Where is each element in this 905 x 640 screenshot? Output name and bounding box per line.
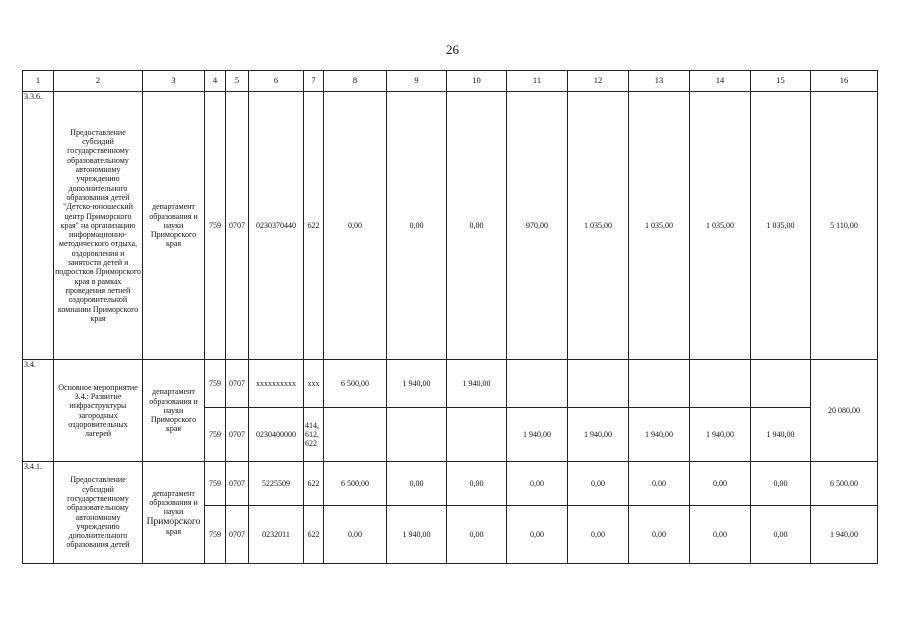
table-row bbox=[23, 462, 878, 506]
total-cell: 5 110,00 bbox=[811, 92, 878, 360]
budget-table bbox=[22, 70, 878, 564]
executor: департамент образования и науки Приморского края bbox=[143, 92, 205, 360]
value-cell: 0,00 bbox=[568, 462, 629, 506]
value-cell: 1 035,00 bbox=[751, 92, 811, 360]
row-number: 3.3.6. bbox=[23, 92, 54, 360]
value-cell: 0,00 bbox=[568, 506, 629, 564]
col-header: 5 bbox=[226, 71, 249, 92]
value-cell: 0,00 bbox=[387, 462, 447, 506]
code-section: 0707 bbox=[226, 462, 249, 506]
value-cell bbox=[507, 360, 568, 408]
code-section: 0707 bbox=[226, 360, 249, 408]
code-expense: 622 bbox=[304, 92, 324, 360]
value-cell: 0,00 bbox=[751, 506, 811, 564]
code-expense: 414, 612, 622 bbox=[304, 408, 324, 462]
value-cell: 1 035,00 bbox=[568, 92, 629, 360]
value-cell: 0,00 bbox=[447, 462, 507, 506]
col-header: 12 bbox=[568, 71, 629, 92]
measure-name: Предоставление субсидий государственному образовательному автономному учреждению дополнительного образования детей bbox=[54, 462, 143, 564]
value-cell: 1 940,00 bbox=[568, 408, 629, 462]
col-header: 16 bbox=[811, 71, 878, 92]
value-cell: 6 500,00 bbox=[324, 360, 387, 408]
row-number: 3.4.1. bbox=[23, 462, 54, 564]
executor bbox=[143, 462, 205, 564]
value-cell: 0,00 bbox=[629, 462, 690, 506]
value-cell bbox=[324, 408, 387, 462]
header-row bbox=[23, 71, 878, 92]
total-cell: 20 080,00 bbox=[811, 360, 878, 462]
value-cell: 1 940,00 bbox=[629, 408, 690, 462]
executor-line: Приморского bbox=[146, 516, 201, 527]
code-expense: xxx bbox=[304, 360, 324, 408]
code-target: 0232011 bbox=[249, 506, 304, 564]
col-header: 13 bbox=[629, 71, 690, 92]
value-cell: 0,00 bbox=[324, 506, 387, 564]
table-row bbox=[23, 92, 878, 360]
value-cell: 1 035,00 bbox=[690, 92, 751, 360]
measure-name: Основное мероприятие 3.4.: Развитие инфраструктуры загородных оздоровительных лагерей bbox=[54, 360, 143, 462]
value-cell: 1 940,00 bbox=[690, 408, 751, 462]
value-cell bbox=[387, 408, 447, 462]
value-cell: 970,00 bbox=[507, 92, 568, 360]
value-cell: 0,00 bbox=[507, 506, 568, 564]
code-target: 0230400000 bbox=[249, 408, 304, 462]
value-cell bbox=[751, 360, 811, 408]
value-cell: 0,00 bbox=[387, 92, 447, 360]
value-cell: 0,00 bbox=[629, 506, 690, 564]
col-header: 10 bbox=[447, 71, 507, 92]
value-cell: 6 500,00 bbox=[324, 462, 387, 506]
executor-line: края bbox=[165, 526, 182, 536]
col-header: 9 bbox=[387, 71, 447, 92]
value-cell: 1 940,00 bbox=[507, 408, 568, 462]
row-number: 3.4. bbox=[23, 360, 54, 462]
col-header: 11 bbox=[507, 71, 568, 92]
code-section: 0707 bbox=[226, 506, 249, 564]
col-header: 4 bbox=[205, 71, 226, 92]
code-target: xxxxxxxxxx bbox=[249, 360, 304, 408]
table-row bbox=[23, 360, 878, 408]
measure-name: Предоставление субсидий государственному образовательному автономному учреждению дополнительного образования детей "Детско-юношеский центр Приморского края" на организацию информационно-методического отдыха, оздоровления и занятости детей и подростков Приморского края в рамках проведения летней оздоровительной компании Приморского края bbox=[54, 92, 143, 360]
value-cell: 1 940,00 bbox=[447, 360, 507, 408]
value-cell: 0,00 bbox=[751, 462, 811, 506]
value-cell bbox=[568, 360, 629, 408]
col-header: 3 bbox=[143, 71, 205, 92]
code-section: 0707 bbox=[226, 408, 249, 462]
value-cell: 1 940,00 bbox=[751, 408, 811, 462]
value-cell: 1 940,00 bbox=[387, 360, 447, 408]
value-cell: 0,00 bbox=[507, 462, 568, 506]
value-cell: 0,00 bbox=[447, 92, 507, 360]
code-grbs: 759 bbox=[205, 92, 226, 360]
total-cell: 6 500,00 bbox=[811, 462, 878, 506]
value-cell: 1 035,00 bbox=[629, 92, 690, 360]
code-expense: 622 bbox=[304, 506, 324, 564]
value-cell: 0,00 bbox=[447, 506, 507, 564]
col-header: 15 bbox=[751, 71, 811, 92]
code-section: 0707 bbox=[226, 92, 249, 360]
value-cell: 1 940,00 bbox=[387, 506, 447, 564]
code-target: 5225509 bbox=[249, 462, 304, 506]
value-cell: 0,00 bbox=[690, 506, 751, 564]
col-header: 2 bbox=[54, 71, 143, 92]
col-header: 8 bbox=[324, 71, 387, 92]
code-expense: 622 bbox=[304, 462, 324, 506]
code-grbs: 759 bbox=[205, 506, 226, 564]
value-cell bbox=[629, 360, 690, 408]
col-header: 1 bbox=[23, 71, 54, 92]
value-cell bbox=[447, 408, 507, 462]
code-target: 0230370440 bbox=[249, 92, 304, 360]
code-grbs: 759 bbox=[205, 462, 226, 506]
page-number: 26 bbox=[446, 42, 459, 57]
executor-line: департамент образования и науки bbox=[149, 488, 198, 517]
col-header: 14 bbox=[690, 71, 751, 92]
executor: департамент образования и науки Приморского края bbox=[143, 360, 205, 462]
col-header: 6 bbox=[249, 71, 304, 92]
code-grbs: 759 bbox=[205, 408, 226, 462]
value-cell: 0,00 bbox=[690, 462, 751, 506]
col-header: 7 bbox=[304, 71, 324, 92]
value-cell: 0,00 bbox=[324, 92, 387, 360]
code-grbs: 759 bbox=[205, 360, 226, 408]
total-cell: 1 940,00 bbox=[811, 506, 878, 564]
value-cell bbox=[690, 360, 751, 408]
